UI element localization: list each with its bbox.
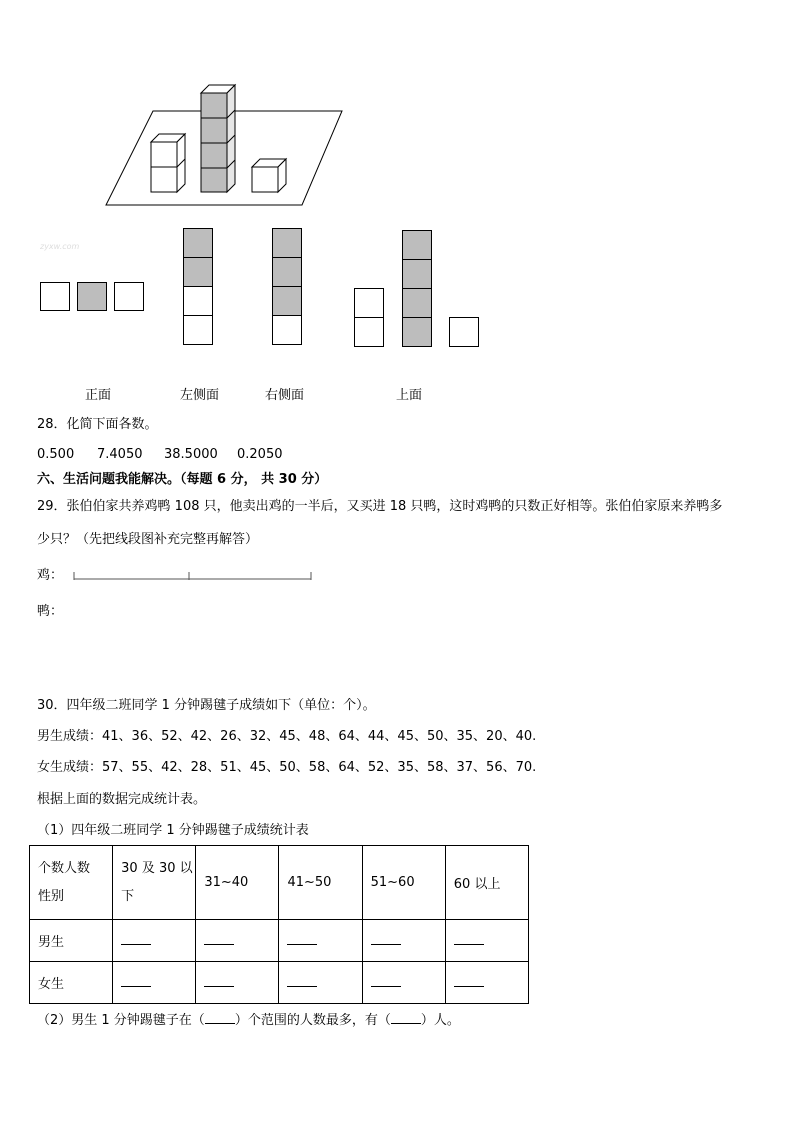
table-corner-cell: 个数人数 性别 — [30, 846, 113, 920]
answer-blank[interactable] — [391, 1011, 421, 1024]
watermark: zyxw.com — [40, 242, 80, 251]
row-label-girls: 女生 — [30, 962, 113, 1004]
answer-blank[interactable] — [113, 920, 196, 962]
q30-title: 30．四年级二班同学 1 分钟踢毽子成绩如下（单位：个）。 — [37, 698, 376, 713]
answer-blank[interactable] — [362, 962, 445, 1004]
q30-girls-scores: 女生成绩：57、55、42、28、51、45、50、58、64、52、35、58、37、56、70. — [37, 760, 537, 775]
q28-title: 28．化简下面各数。 — [37, 417, 158, 432]
q30-instruction: 根据上面的数据完成统计表。 — [37, 792, 207, 807]
header-range-1: 30 及 30 以下 — [113, 846, 196, 920]
row-label-boys: 男生 — [30, 920, 113, 962]
q28-number-4: 0.2050 — [237, 447, 283, 462]
answer-blank[interactable] — [279, 962, 362, 1004]
left-cube-stack — [151, 134, 185, 192]
q28-number-2: 7.4050 — [97, 447, 143, 462]
label-front-view: 正面 — [85, 388, 112, 403]
right-single-cube — [252, 159, 286, 192]
label-right-view: 右侧面 — [265, 388, 305, 403]
cube-figure — [0, 0, 794, 220]
q29-line1: 29．张伯伯家共养鸡鸭 108 只，他卖出鸡的一半后，又买进 18 只鸭，这时鸡鸭的只数正好相等。张伯伯家原来养鸭多 — [37, 499, 723, 514]
header-range-5: 60 以上 — [445, 846, 528, 920]
table-header-row — [30, 846, 529, 920]
q30-sub1-title: （1）四年级二班同学 1 分钟踢毽子成绩统计表 — [37, 823, 309, 838]
label-top-view: 上面 — [396, 388, 423, 403]
q28-number-3: 38.5000 — [164, 447, 218, 462]
answer-blank[interactable] — [445, 962, 528, 1004]
duck-label: 鸭： — [37, 604, 64, 619]
header-range-2: 31~40 — [196, 846, 279, 920]
q28-number-1: 0.500 — [37, 447, 75, 462]
header-range-4: 51~60 — [362, 846, 445, 920]
answer-blank[interactable] — [279, 920, 362, 962]
label-left-view: 左侧面 — [180, 388, 220, 403]
answer-blank[interactable] — [196, 920, 279, 962]
answer-blank[interactable] — [196, 962, 279, 1004]
answer-blank[interactable] — [113, 962, 196, 1004]
q29-line2: 少只？（先把线段图补充完整再解答） — [37, 532, 259, 547]
table-row — [30, 920, 529, 962]
q30-sub2: （2）男生 1 分钟踢毽子在（ ）个范围的人数最多，有（ ）人。 — [37, 1013, 460, 1028]
chicken-label: 鸡： — [37, 568, 64, 583]
answer-blank[interactable] — [445, 920, 528, 962]
section6-title: 六、生活问题我能解决。（每题 6 分， 共 30 分） — [37, 472, 328, 487]
table-row — [30, 962, 529, 1004]
answer-blank[interactable] — [362, 920, 445, 962]
header-range-3: 41~50 — [279, 846, 362, 920]
q30-boys-scores: 男生成绩：41、36、52、42、26、32、45、48、64、44、45、50、35、20、40. — [37, 729, 537, 744]
chicken-line-segment — [70, 566, 320, 586]
answer-blank[interactable] — [205, 1011, 235, 1024]
statistics-table — [29, 845, 529, 1004]
middle-cube-stack — [201, 85, 235, 192]
